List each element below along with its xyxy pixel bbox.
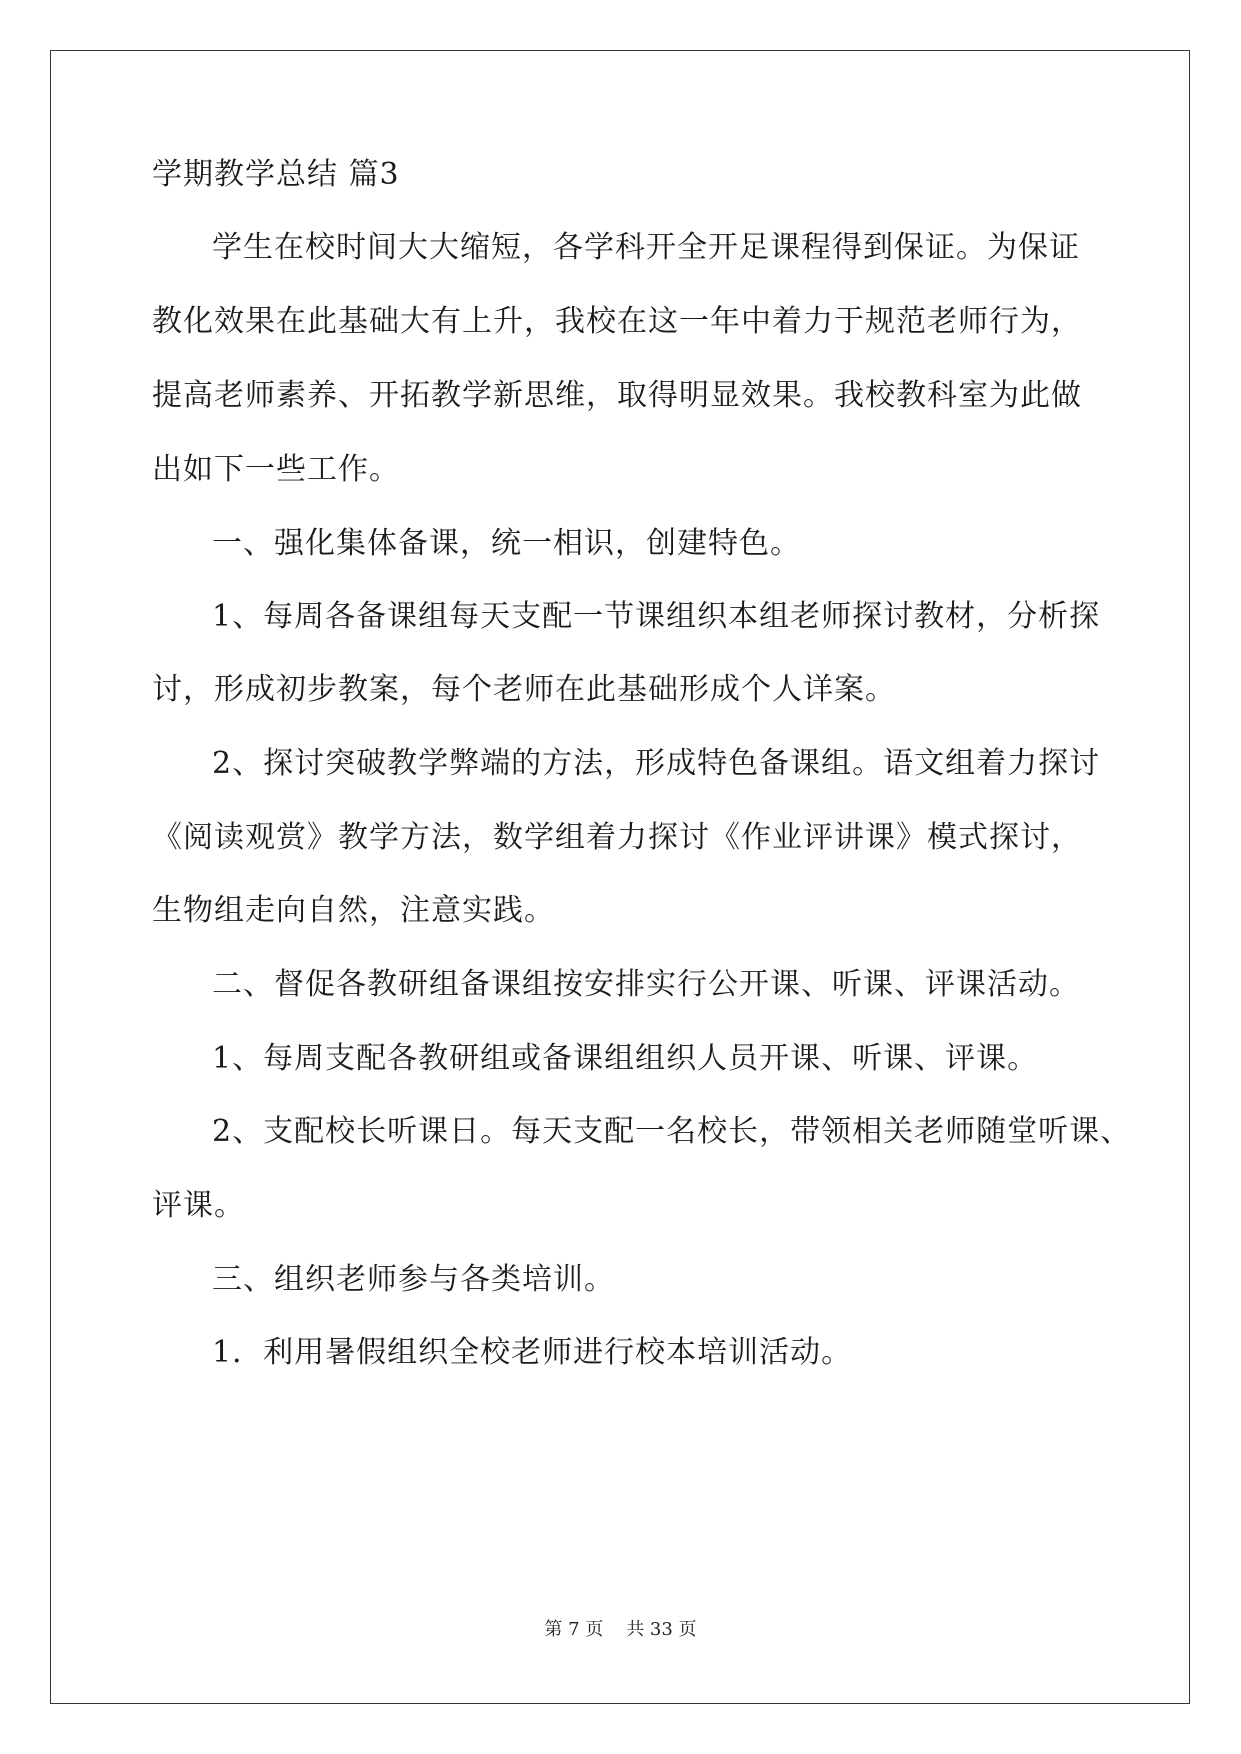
paragraph-line: 评课。 (152, 1188, 245, 1223)
paragraph-line: 提高老师素养、开拓教学新思维，取得明显效果。我校教科室为此做 (152, 378, 1082, 413)
page-number: 第 7 页 共 33 页 (544, 1619, 697, 1640)
paragraph-line: 生物组走向自然，注意实践。 (152, 893, 555, 928)
paragraph-line: 教化效果在此基础大有上升，我校在这一年中着力于规范老师行为， (152, 304, 1082, 339)
document-title: 学期教学总结 篇3 (152, 157, 400, 192)
paragraph-line: 出如下一些工作。 (152, 452, 400, 487)
paragraph-line: 1．利用暑假组织全校老师进行校本培训活动。 (212, 1335, 853, 1370)
section-heading: 一、强化集体备课，统一相识，创建特色。 (212, 526, 801, 561)
paragraph-line: 1、每周支配各教研组或备课组组织人员开课、听课、评课。 (212, 1041, 1039, 1076)
section-heading: 三、组织老师参与各类培训。 (212, 1262, 615, 1297)
paragraph-line: 《阅读观赏》教学方法，数学组着力探讨《作业评讲课》模式探讨， (152, 820, 1082, 855)
paragraph-line: 学生在校时间大大缩短，各学科开全开足课程得到保证。为保证 (212, 230, 1080, 265)
paragraph-line: 2、探讨突破教学弊端的方法，形成特色备课组。语文组着力探讨 (212, 746, 1101, 781)
section-heading: 二、督促各教研组备课组按安排实行公开课、听课、评课活动。 (212, 967, 1080, 1002)
paragraph-line: 2、支配校长听课日。每天支配一名校长，带领相关老师随堂听课、 (212, 1114, 1132, 1149)
paragraph-line: 1、每周各备课组每天支配一节课组织本组老师探讨教材，分析探 (212, 599, 1101, 634)
page-border (50, 50, 1190, 1704)
paragraph-line: 讨，形成初步教案，每个老师在此基础形成个人详案。 (152, 672, 896, 707)
